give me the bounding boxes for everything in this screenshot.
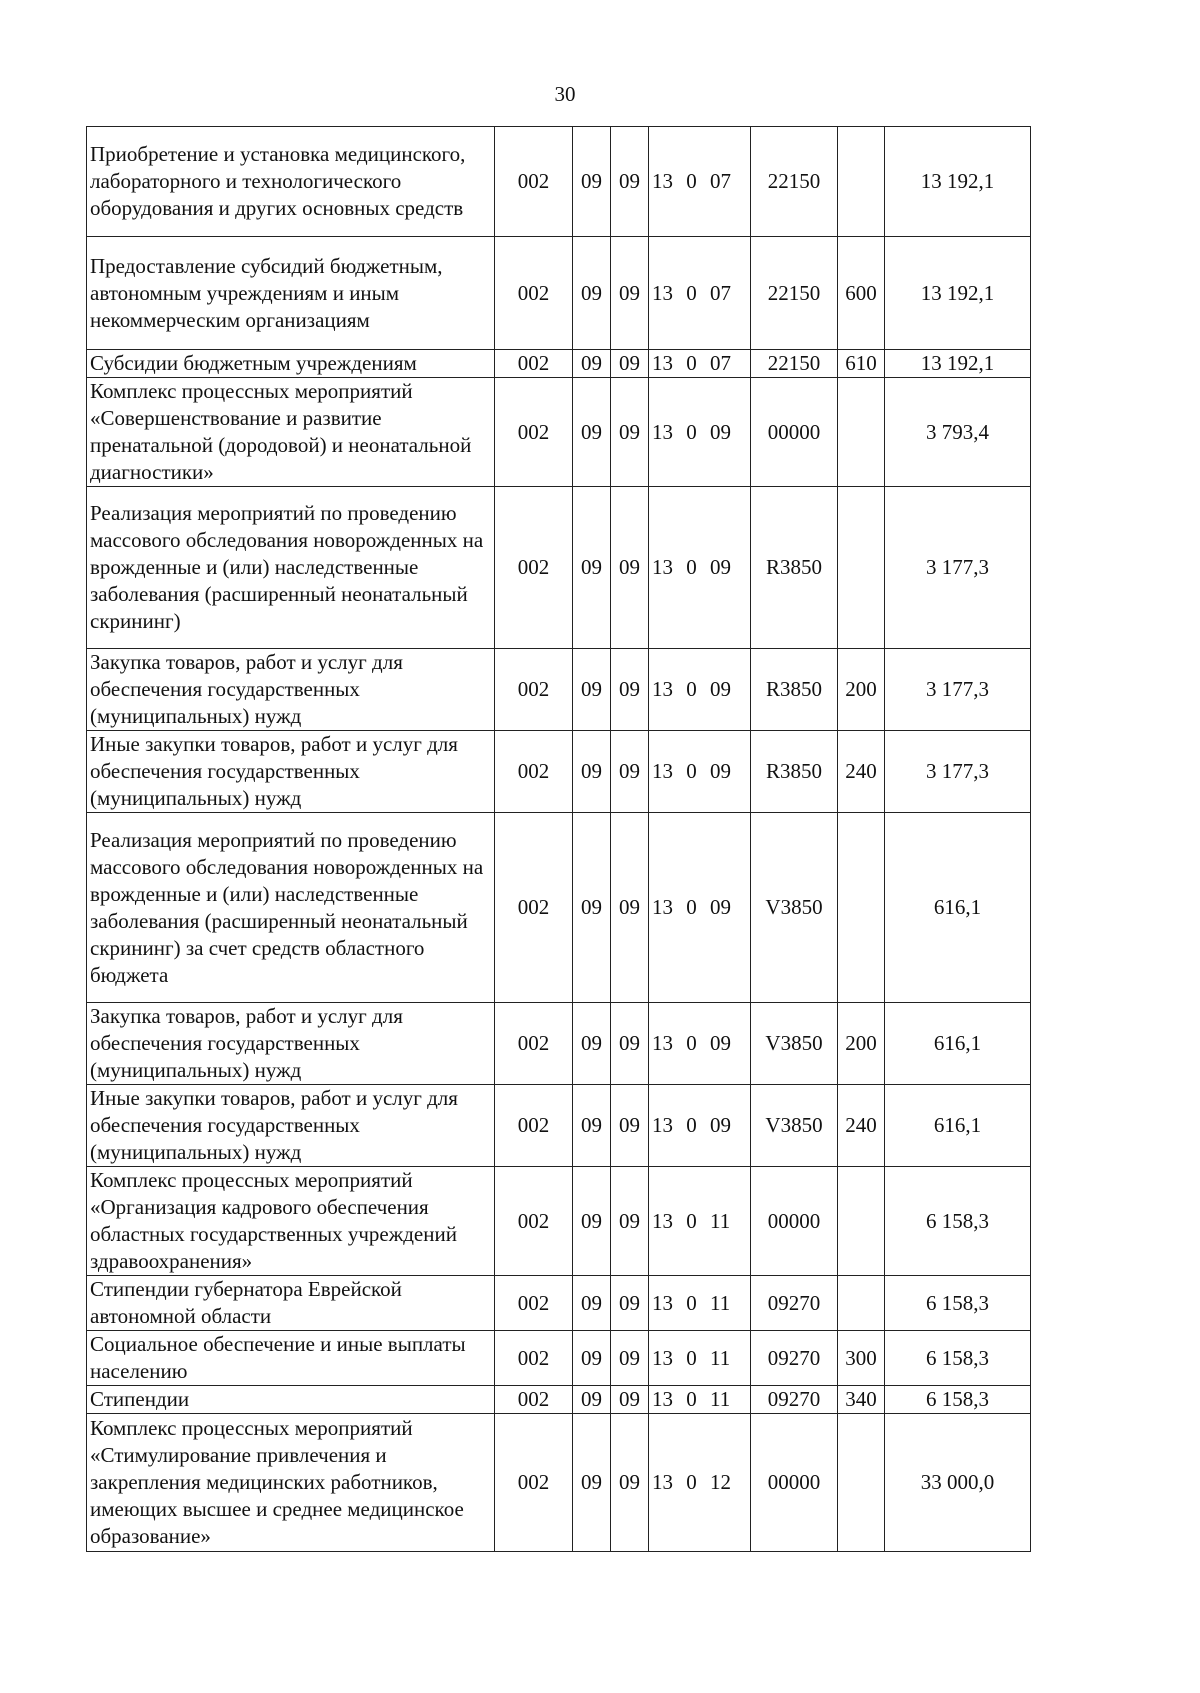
table-row (87, 1167, 1031, 1276)
section-code: 09 (573, 1085, 611, 1167)
section-code: 09 (573, 813, 611, 1003)
direction-code: 00000 (751, 378, 838, 487)
row-name: Комплекс процессных мероприятий «Совершенствование и развитие пренатальной (дородовой) и неонатальной диагностики» (87, 378, 495, 487)
section-code: 09 (573, 1331, 611, 1386)
amount-value: 33 000,0 (885, 1414, 1031, 1552)
direction-code: 09270 (751, 1386, 838, 1414)
subsection-code: 09 (611, 1085, 649, 1167)
section-code: 09 (573, 1386, 611, 1414)
table-row (87, 1276, 1031, 1331)
direction-code: R3850 (751, 649, 838, 731)
ministry-code: 002 (495, 350, 573, 378)
ministry-code: 002 (495, 1331, 573, 1386)
expense-type-code (838, 813, 885, 1003)
expense-type-code: 240 (838, 731, 885, 813)
ministry-code: 002 (495, 649, 573, 731)
ministry-code: 002 (495, 731, 573, 813)
amount-value: 3 177,3 (885, 649, 1031, 731)
amount-value: 13 192,1 (885, 350, 1031, 378)
amount-value: 616,1 (885, 813, 1031, 1003)
amount-value: 6 158,3 (885, 1386, 1031, 1414)
row-name: Предоставление субсидий бюджетным, автономным учреждениям и иным некоммерческим организациям (87, 237, 495, 350)
subsection-code: 09 (611, 1167, 649, 1276)
amount-value: 6 158,3 (885, 1167, 1031, 1276)
program-code: 13 0 09 (649, 1085, 751, 1167)
ministry-code: 002 (495, 1386, 573, 1414)
section-code: 09 (573, 378, 611, 487)
row-name: Комплекс процессных мероприятий «Организация кадрового обеспечения областных государственных учреждений здравоохранения» (87, 1167, 495, 1276)
row-name: Закупка товаров, работ и услуг для обеспечения государственных (муниципальных) нужд (87, 1003, 495, 1085)
table-row (87, 1003, 1031, 1085)
expense-type-code (838, 1167, 885, 1276)
section-code: 09 (573, 1414, 611, 1552)
ministry-code: 002 (495, 237, 573, 350)
amount-value: 3 177,3 (885, 731, 1031, 813)
ministry-code: 002 (495, 1167, 573, 1276)
row-name: Приобретение и установка медицинского, лабораторного и технологического оборудования и других основных средств (87, 127, 495, 237)
table-row (87, 237, 1031, 350)
direction-code: 22150 (751, 127, 838, 237)
direction-code: 00000 (751, 1167, 838, 1276)
expense-type-code: 610 (838, 350, 885, 378)
section-code: 09 (573, 237, 611, 350)
budget-table (86, 126, 1031, 1552)
amount-value: 3 177,3 (885, 487, 1031, 649)
amount-value: 13 192,1 (885, 237, 1031, 350)
amount-value: 13 192,1 (885, 127, 1031, 237)
amount-value: 6 158,3 (885, 1276, 1031, 1331)
expense-type-code (838, 1276, 885, 1331)
subsection-code: 09 (611, 1414, 649, 1552)
subsection-code: 09 (611, 1003, 649, 1085)
program-code: 13 0 07 (649, 127, 751, 237)
row-name: Иные закупки товаров, работ и услуг для обеспечения государственных (муниципальных) нужд (87, 731, 495, 813)
table-row (87, 127, 1031, 237)
row-name: Комплекс процессных мероприятий «Стимулирование привлечения и закрепления медицинских работников, имеющих высшее и среднее медицинское образование» (87, 1414, 495, 1552)
direction-code: 00000 (751, 1414, 838, 1552)
amount-value: 6 158,3 (885, 1331, 1031, 1386)
subsection-code: 09 (611, 127, 649, 237)
direction-code: 22150 (751, 350, 838, 378)
expense-type-code: 200 (838, 1003, 885, 1085)
program-code: 13 0 09 (649, 649, 751, 731)
subsection-code: 09 (611, 1331, 649, 1386)
amount-value: 616,1 (885, 1003, 1031, 1085)
table-row (87, 649, 1031, 731)
program-code: 13 0 07 (649, 350, 751, 378)
expense-type-code (838, 1414, 885, 1552)
program-code: 13 0 09 (649, 487, 751, 649)
program-code: 13 0 09 (649, 1003, 751, 1085)
program-code: 13 0 11 (649, 1276, 751, 1331)
program-code: 13 0 11 (649, 1386, 751, 1414)
expense-type-code: 300 (838, 1331, 885, 1386)
ministry-code: 002 (495, 487, 573, 649)
section-code: 09 (573, 1167, 611, 1276)
amount-value: 616,1 (885, 1085, 1031, 1167)
table-row (87, 731, 1031, 813)
table-row (87, 1386, 1031, 1414)
amount-value: 3 793,4 (885, 378, 1031, 487)
direction-code: 22150 (751, 237, 838, 350)
ministry-code: 002 (495, 127, 573, 237)
row-name: Социальное обеспечение и иные выплаты населению (87, 1331, 495, 1386)
expense-type-code: 340 (838, 1386, 885, 1414)
direction-code: 09270 (751, 1276, 838, 1331)
direction-code: 09270 (751, 1331, 838, 1386)
section-code: 09 (573, 487, 611, 649)
table-row (87, 487, 1031, 649)
row-name: Субсидии бюджетным учреждениям (87, 350, 495, 378)
row-name: Иные закупки товаров, работ и услуг для обеспечения государственных (муниципальных) нужд (87, 1085, 495, 1167)
program-code: 13 0 09 (649, 378, 751, 487)
direction-code: V3850 (751, 1085, 838, 1167)
section-code: 09 (573, 127, 611, 237)
row-name: Реализация мероприятий по проведению массового обследования новорожденных на врожденные и (или) наследственные заболевания (расширенный неонатальный скрининг) (87, 487, 495, 649)
program-code: 13 0 12 (649, 1414, 751, 1552)
row-name: Стипендии губернатора Еврейской автономной области (87, 1276, 495, 1331)
ministry-code: 002 (495, 1085, 573, 1167)
table-row (87, 1414, 1031, 1552)
subsection-code: 09 (611, 813, 649, 1003)
subsection-code: 09 (611, 350, 649, 378)
direction-code: R3850 (751, 487, 838, 649)
program-code: 13 0 11 (649, 1167, 751, 1276)
section-code: 09 (573, 1276, 611, 1331)
table-row (87, 378, 1031, 487)
expense-type-code (838, 487, 885, 649)
page-number: 30 (554, 82, 576, 106)
ministry-code: 002 (495, 1414, 573, 1552)
program-code: 13 0 09 (649, 731, 751, 813)
program-code: 13 0 11 (649, 1331, 751, 1386)
expense-type-code: 200 (838, 649, 885, 731)
subsection-code: 09 (611, 649, 649, 731)
table-row (87, 1085, 1031, 1167)
subsection-code: 09 (611, 1386, 649, 1414)
subsection-code: 09 (611, 378, 649, 487)
direction-code: V3850 (751, 1003, 838, 1085)
section-code: 09 (573, 649, 611, 731)
subsection-code: 09 (611, 1276, 649, 1331)
expense-type-code: 240 (838, 1085, 885, 1167)
program-code: 13 0 09 (649, 813, 751, 1003)
row-name: Стипендии (87, 1386, 495, 1414)
subsection-code: 09 (611, 487, 649, 649)
expense-type-code (838, 378, 885, 487)
expense-type-code: 600 (838, 237, 885, 350)
direction-code: R3850 (751, 731, 838, 813)
ministry-code: 002 (495, 813, 573, 1003)
subsection-code: 09 (611, 237, 649, 350)
section-code: 09 (573, 1003, 611, 1085)
subsection-code: 09 (611, 731, 649, 813)
ministry-code: 002 (495, 1276, 573, 1331)
table-row (87, 350, 1031, 378)
table-row (87, 813, 1031, 1003)
row-name: Реализация мероприятий по проведению массового обследования новорожденных на врожденные и (или) наследственные заболевания (расширенный неонатальный скрининг) за счет средств областного бюджета (87, 813, 495, 1003)
expense-type-code (838, 127, 885, 237)
ministry-code: 002 (495, 378, 573, 487)
ministry-code: 002 (495, 1003, 573, 1085)
row-name: Закупка товаров, работ и услуг для обеспечения государственных (муниципальных) нужд (87, 649, 495, 731)
section-code: 09 (573, 350, 611, 378)
section-code: 09 (573, 731, 611, 813)
program-code: 13 0 07 (649, 237, 751, 350)
direction-code: V3850 (751, 813, 838, 1003)
table-row (87, 1331, 1031, 1386)
